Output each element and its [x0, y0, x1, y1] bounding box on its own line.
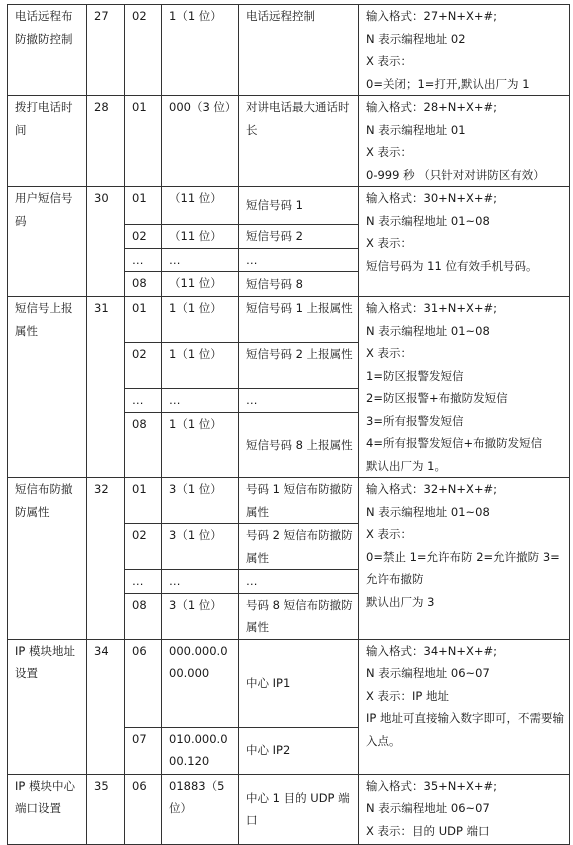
sub-address: 02	[125, 343, 162, 389]
sub-label: 短信号码 8 上报属性	[239, 412, 359, 477]
default-value: 1（1 位）	[162, 5, 239, 96]
sub-address: 01	[125, 297, 162, 343]
default-value: 3（1 位）	[162, 524, 239, 570]
item-name: 拨打电话时间	[8, 96, 87, 187]
description-line: 3=所有报警发短信	[366, 413, 464, 428]
description-line: 0=关闭；1=打开,默认出厂为 1	[366, 76, 530, 91]
sub-address: 01	[125, 96, 162, 187]
item-code: 27	[87, 5, 125, 96]
description-line: X 表示：	[366, 145, 413, 159]
description-line: 2=防区报警+布撤防发短信	[366, 391, 508, 405]
default-value: （11 位）	[162, 225, 239, 249]
sub-label: 号码 8 短信布防撤防属性	[239, 593, 359, 639]
item-name: IP 模块地址设置	[8, 639, 87, 774]
table-row	[8, 297, 570, 343]
default-value: 000.000.000.000	[162, 639, 239, 727]
description-line: X 表示：IP 地址	[366, 688, 450, 703]
item-name: 用户短信号码	[8, 187, 87, 297]
sub-address: 02	[125, 225, 162, 249]
description-line: N 表示编程地址 06~07	[366, 801, 490, 815]
description-line: 0=禁止 1=允许布防 2=允许撤防 3=允许布撤防	[366, 549, 560, 586]
default-value: （11 位）	[162, 187, 239, 225]
sub-address: 01	[125, 187, 162, 225]
description	[359, 774, 570, 844]
description-line: X 表示：	[366, 527, 413, 541]
sub-address: 02	[125, 5, 162, 96]
description-line: X 表示：	[366, 54, 413, 68]
description-line: N 表示编程地址 02	[366, 31, 466, 46]
sub-label: 短信号码 2	[239, 225, 359, 249]
sub-label: 短信号码 8	[239, 272, 359, 297]
sub-address: 08	[125, 272, 162, 297]
item-name: 电话远程布防撤防控制	[8, 5, 87, 96]
default-value: 1（1 位）	[162, 343, 239, 389]
sub-label: …	[239, 570, 359, 594]
sub-label: 号码 2 短信布防撤防属性	[239, 524, 359, 570]
description-line: N 表示编程地址 01	[366, 122, 466, 137]
description-line: N 表示编程地址 01~08	[366, 504, 490, 519]
description-line: 输入格式：35+N+X+#;	[366, 778, 498, 793]
description-line: 默认出厂为 3	[366, 594, 435, 609]
description-line: N 表示编程地址 06~07	[366, 666, 490, 680]
description-line: 输入格式：30+N+X+#;	[366, 191, 498, 205]
description-line: 1=防区报警发短信	[366, 368, 464, 383]
default-value: …	[162, 248, 239, 272]
sub-address: 08	[125, 412, 162, 477]
description-line: 4=所有报警发短信+布撤防发短信	[366, 436, 543, 450]
default-value: 1（1 位）	[162, 297, 239, 343]
default-value: 000（3 位）	[162, 96, 239, 187]
description-line: 输入格式：27+N+X+#;	[366, 9, 498, 23]
sub-label: 电话远程控制	[239, 5, 359, 96]
description-line: 输入格式：31+N+X+#;	[366, 301, 498, 315]
item-code: 31	[87, 297, 125, 478]
description-line: X 表示：目的 UDP 端口	[366, 823, 490, 838]
default-value: 01883（5 位）	[162, 774, 239, 844]
sub-address: …	[125, 570, 162, 594]
sub-label: 号码 1 短信布防撤防属性	[239, 478, 359, 524]
sub-address: …	[125, 389, 162, 413]
description	[359, 96, 570, 187]
item-name: 短信号上报属性	[8, 297, 87, 478]
description	[359, 639, 570, 774]
sub-label: 中心 1 目的 UDP 端口	[239, 774, 359, 844]
item-name: IP 模块中心端口设置	[8, 774, 87, 844]
default-value: 010.000.000.120	[162, 727, 239, 774]
sub-address: 06	[125, 639, 162, 727]
sub-address: …	[125, 248, 162, 272]
sub-label: 对讲电话最大通话时长	[239, 96, 359, 187]
description-line: 输入格式：28+N+X+#;	[366, 100, 498, 114]
default-value: 3（1 位）	[162, 478, 239, 524]
default-value: …	[162, 389, 239, 413]
table-row	[8, 774, 570, 844]
description-line: 默认出厂为 1。	[366, 458, 446, 473]
description-line: X 表示：	[366, 346, 413, 360]
sub-label: 中心 IP1	[239, 639, 359, 727]
description	[359, 297, 570, 478]
table-row	[8, 187, 570, 225]
sub-label: 短信号码 2 上报属性	[239, 343, 359, 389]
table-row	[8, 96, 570, 187]
default-value: …	[162, 570, 239, 594]
description-line: 输入格式：32+N+X+#;	[366, 482, 498, 496]
description-line: N 表示编程地址 01~08	[366, 213, 490, 228]
item-name: 短信布防撤防属性	[8, 478, 87, 640]
sub-label: …	[239, 248, 359, 272]
default-value: （11 位）	[162, 272, 239, 297]
default-value: 3（1 位）	[162, 593, 239, 639]
sub-address: 01	[125, 478, 162, 524]
table-row	[8, 478, 570, 524]
sub-label: 中心 IP2	[239, 727, 359, 774]
item-code: 30	[87, 187, 125, 297]
sub-label: …	[239, 389, 359, 413]
table-row	[8, 639, 570, 727]
description-line: X 表示：	[366, 236, 413, 250]
description-line: 短信号码为 11 位有效手机号码。	[366, 258, 538, 273]
item-code: 35	[87, 774, 125, 844]
sub-address: 08	[125, 593, 162, 639]
table-row	[8, 5, 570, 96]
sub-address: 07	[125, 727, 162, 774]
item-code: 32	[87, 478, 125, 640]
description	[359, 5, 570, 96]
description-line: N 表示编程地址 01~08	[366, 323, 490, 338]
sub-address: 06	[125, 774, 162, 844]
sub-address: 02	[125, 524, 162, 570]
programming-table	[7, 4, 570, 845]
default-value: 1（1 位）	[162, 412, 239, 477]
sub-label: 短信号码 1	[239, 187, 359, 225]
item-code: 34	[87, 639, 125, 774]
item-code: 28	[87, 96, 125, 187]
description	[359, 478, 570, 640]
description	[359, 187, 570, 297]
description-line: 输入格式：34+N+X+#;	[366, 643, 498, 658]
description-line: IP 地址可直接输入数字即可，不需要输入点。	[366, 711, 564, 748]
description-line: 0-999 秒 （只针对对讲防区有效）	[366, 167, 545, 182]
sub-label: 短信号码 1 上报属性	[239, 297, 359, 343]
